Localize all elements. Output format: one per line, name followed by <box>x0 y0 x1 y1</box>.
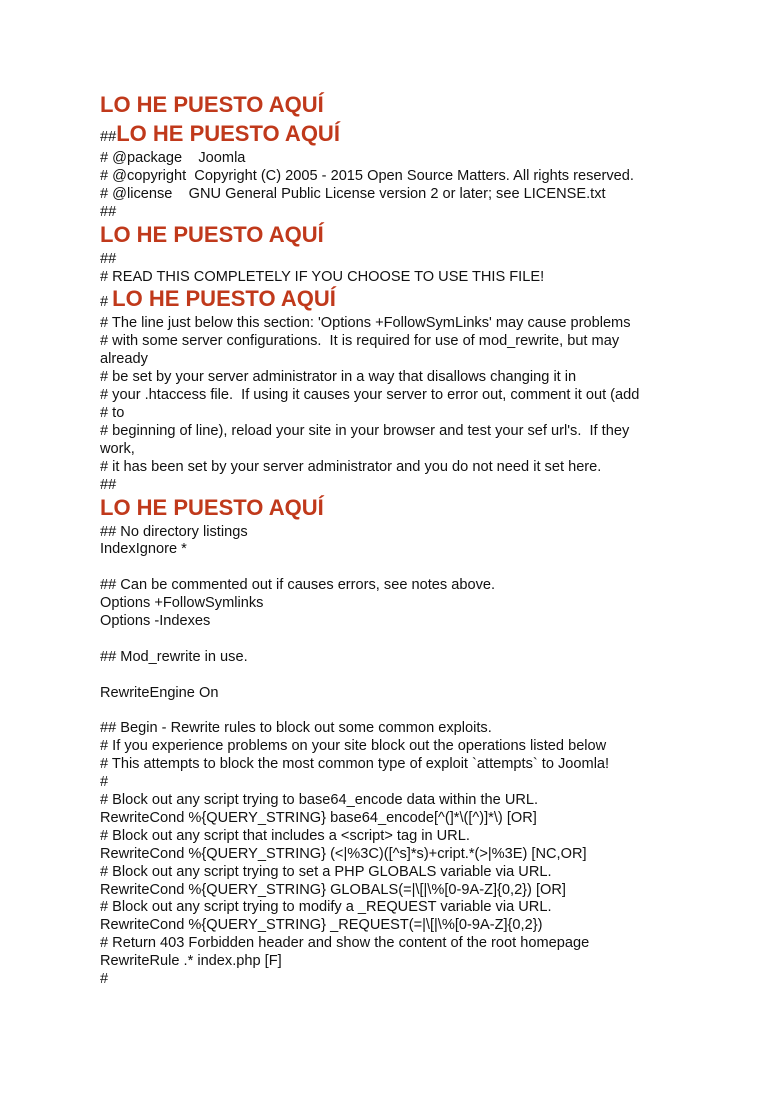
red-heading: LO HE PUESTO AQUÍ <box>100 494 324 520</box>
comment-prefix: ## <box>100 129 117 145</box>
text-line: RewriteCond %{QUERY_STRING} _REQUEST(=|\[|\%[0-9A-Z]{0,2}) <box>100 917 543 934</box>
text-line: # Block out any script trying to modify a _REQUEST variable via URL. <box>100 899 552 916</box>
text-line: ## Can be commented out if causes errors, see notes above. <box>100 577 496 594</box>
text-line: # it has been set by your server administrator and you do not need it set here. <box>100 458 602 475</box>
text-line: # If you experience problems on your site block out the operations listed below <box>100 738 607 755</box>
text-line: # The line just below this section: 'Options +FollowSymLinks' may cause problems <box>100 315 631 332</box>
heading-line <box>100 495 760 524</box>
text-line: # with some server configurations. It is required for use of mod_rewrite, but may <box>100 333 620 350</box>
text-line: already <box>100 351 148 368</box>
comment-prefix: # <box>100 294 113 311</box>
blank-line <box>100 703 760 721</box>
text-line: IndexIgnore * <box>100 541 187 558</box>
text-line: # <box>100 971 109 988</box>
text-line: ## <box>100 250 117 267</box>
text-line: # to <box>100 404 125 421</box>
text-line: # Block out any script that includes a <script> tag in URL. <box>100 827 470 844</box>
red-heading: LO HE PUESTO AQUÍ <box>112 286 336 312</box>
heading-line <box>100 92 760 121</box>
text-line: # READ THIS COMPLETELY IF YOU CHOOSE TO USE THIS FILE! <box>100 268 545 285</box>
red-heading: LO HE PUESTO AQUÍ <box>116 121 340 146</box>
text-line: # <box>100 774 109 791</box>
text-line: Options +FollowSymlinks <box>100 595 264 612</box>
text-line: # beginning of line), reload your site in your browser and test your sef url's. If they <box>100 422 630 439</box>
text-line: RewriteCond %{QUERY_STRING} GLOBALS(=|\[|\%[0-9A-Z]{0,2}) [OR] <box>100 881 566 898</box>
blank-line <box>100 559 760 577</box>
blank-line <box>100 631 760 649</box>
heading-line <box>100 121 760 150</box>
text-line: # @license GNU General Public License version 2 or later; see LICENSE.txt <box>100 185 606 202</box>
text-line: # @copyright Copyright (C) 2005 - 2015 Open Source Matters. All rights reserved. <box>100 167 634 184</box>
document-page <box>100 92 760 989</box>
heading-line <box>100 222 760 251</box>
text-line: RewriteRule .* index.php [F] <box>100 953 282 970</box>
blank-line <box>100 667 760 685</box>
text-line: work, <box>100 440 135 457</box>
text-line: ## Begin - Rewrite rules to block out some common exploits. <box>100 720 492 737</box>
text-line: RewriteEngine On <box>100 684 219 701</box>
text-line: # This attempts to block the most common type of exploit `attempts` to Joomla! <box>100 756 610 773</box>
text-line: # Block out any script trying to base64_encode data within the URL. <box>100 792 539 809</box>
text-line: RewriteCond %{QUERY_STRING} base64_encode[^(]*\([^)]*\) [OR] <box>100 809 537 826</box>
red-heading: LO HE PUESTO AQUÍ <box>100 92 324 117</box>
text-line: # Return 403 Forbidden header and show the content of the root homepage <box>100 935 590 952</box>
red-heading: LO HE PUESTO AQUÍ <box>100 221 324 247</box>
text-line: # your .htaccess file. If using it causes your server to error out, comment it out (add <box>100 387 640 404</box>
text-line: ## No directory listings <box>100 523 248 540</box>
text-line: ## Mod_rewrite in use. <box>100 648 248 665</box>
text-line: ## <box>100 476 117 493</box>
text-line: # be set by your server administrator in a way that disallows changing it in <box>100 369 577 386</box>
text-line: ## <box>100 203 117 220</box>
text-line: Options -Indexes <box>100 613 211 630</box>
text-line: RewriteCond %{QUERY_STRING} (<|%3C)([^s]*s)+cript.*(>|%3E) [NC,OR] <box>100 845 587 862</box>
heading-line <box>100 286 760 315</box>
text-line: # Block out any script trying to set a PHP GLOBALS variable via URL. <box>100 863 552 880</box>
text-line: # @package Joomla <box>100 150 246 166</box>
